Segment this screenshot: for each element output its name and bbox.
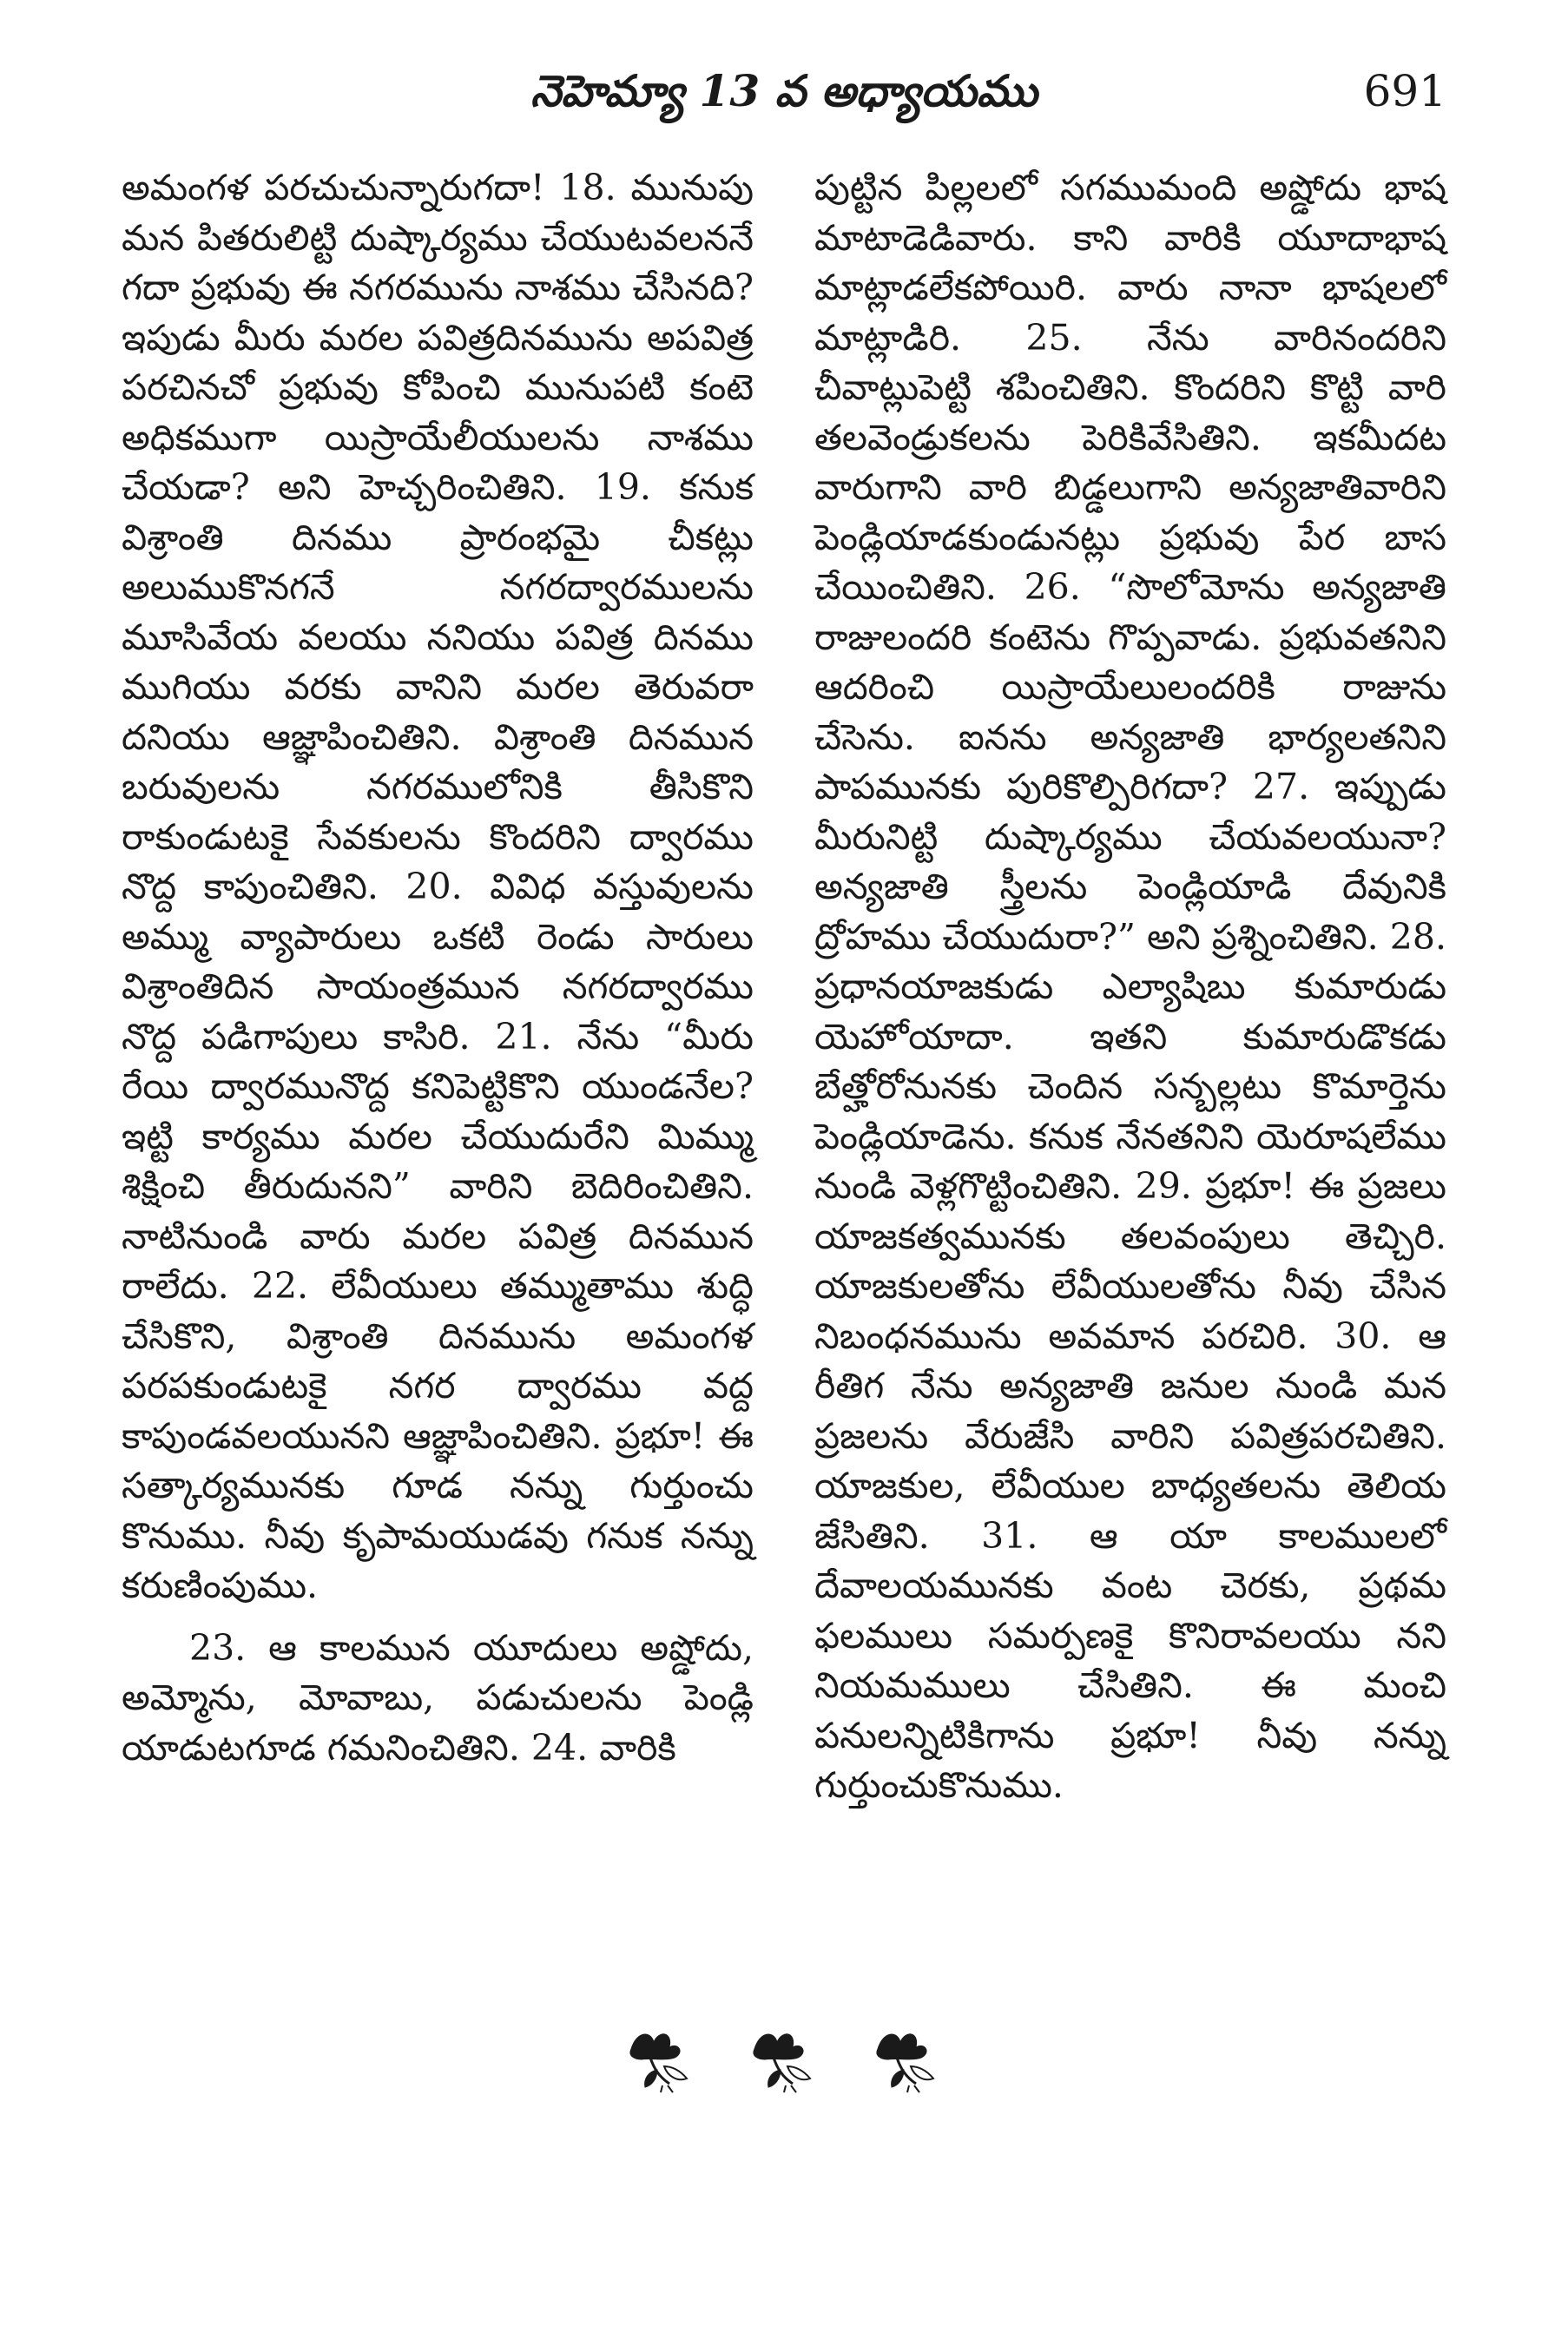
page-number: 691 (1363, 66, 1446, 116)
right-paragraph-1: పుట్టిన పిల్లలలో సగముమంది అష్డోదు భాష మాటాడెడివారు. కాని వారికి యూదాభాష మాట్లాడలేకపోయిరి. వారు నానా భాషలలో మాట్లాడిరి. 25. నేను వారినందరిని చీవాట్లుపెట్టి శపించితిని. కొందరిని కొట్టి వారి తలవెండ్రుకలను పెరికివేసితిని. ఇకమీదట వారుగాని వారి బిడ్డలుగాని అన్యజాతివారిని పెండ్లియాడకుండునట్లు ప్రభువు పేర బాస చేయించితిని. 26. “సొలోమోను అన్యజాతి రాజులందరి కంటెను గొప్పవాడు. ప్రభువతనిని ఆదరించి యిస్రాయేలులందరికి రాజును చేసెను. ఐనను అన్యజాతి భార్యలతనిని పాపమునకు పురికొల్పిరిగదా? 27. ఇప్పుడు మీరునిట్టి దుష్కార్యము చేయవలయునా? అన్యజాతి స్త్రీలను పెండ్లియాడి దేవునికి ద్రోహము చేయుదురా?” అని ప్రశ్నించితిని. 28. ప్రధానయాజకుడు ఎల్యాషిబు కుమారుడు యెహోయాదా. ఇతని కుమారుడొకడు బేత్హోరోనునకు చెందిన సన్బల్లటు కొమార్తెను పెండ్లియాడెను. కనుక నేనతనిని యెరూషలేము నుండి వెళ్లగొట్టించితిని. 29. ప్రభూ! ఈ ప్రజలు యాజకత్వమునకు తలవంపులు తెచ్చిరి. యాజకులతోను లేవీయులతోను నీవు చేసిన నిబంధనమును అవమాన పరచిరి. 30. ఆ రీతిగ నేను అన్యజాతి జనుల నుండి మన ప్రజలను వేరుజేసి వారిని పవిత్రపరచితిని. యాజకుల, లేవీయుల బాధ్యతలను తెలియ జేసితిని. 31. ఆ యా కాలములలో దేవాలయమునకు వంట చెరకు, ప్రథమ ఫలములు సమర్పణకై కొనిరావలయు నని నియమములు చేసితిని. ఈ మంచి పనులన్నిటికిగాను ప్రభూ! నీవు నన్ను గుర్తుంచుకొనుము. (814, 167, 1446, 1806)
right-column (814, 163, 1446, 1811)
text-columns (122, 163, 1446, 1811)
left-paragraph-1: అమంగళ పరచుచున్నారుగదా! 18. మునుపు మన పితరులిట్టి దుష్కార్యము చేయుటవలననే గదా ప్రభువు ఈ నగరమును నాశము చేసినది? ఇపుడు మీరు మరల పవిత్రదినమును అపవిత్ర పరచినచో ప్రభువు కోపించి మునుపటి కంటె అధికముగా యిస్రాయేలీయులను నాశము చేయడా? అని హెచ్చరించితిని. 19. కనుక విశ్రాంతి దినము ప్రారంభమై చీకట్లు అలుముకొనగనే నగరద్వారములను మూసివేయ వలయు ననియు పవిత్ర దినము ముగియు వరకు వానిని మరల తెరువరా దనియు ఆజ్ఞాపించితిని. విశ్రాంతి దినమున బరువులను నగరములోనికి తీసికొని రాకుండుటకై సేవకులను కొందరిని ద్వారము నొద్ద కాపుంచితిని. 20. వివిధ వస్తువులను అమ్ము వ్యాపారులు ఒకటి రెండు సారులు విశ్రాంతిదిన సాయంత్రమున నగరద్వారము నొద్ద పడిగాపులు కాసిరి. 21. నేను “మీరు రేయి ద్వారమునొద్ద కనిపెట్టికొని యుండనేల? ఇట్టి కార్యము మరల చేయుదురేని మిమ్ము శిక్షించి తీరుదునని” వారిని బెదిరించితిని. నాటినుండి వారు మరల పవిత్ర దినమున రాలేదు. 22. లేవీయులు తమ్ముతాము శుద్ధి చేసికొని, విశ్రాంతి దినమును అమంగళ పరపకుండుటకై నగర ద్వారము వద్ద కాపుండవలయునని ఆజ్ఞాపించితిని. ప్రభూ! ఈ సత్కార్యమునకు గూడ నన్ను గుర్తుంచు కొనుము. నీవు కృపామయుడవు గనుక నన్ను కరుణింపుము. (122, 167, 754, 1606)
floral-ornament-icon (871, 2023, 944, 2096)
running-title: నెహెమ్యా 13 వ అధ్యాయము (530, 65, 1038, 116)
left-paragraph-2: 23. ఆ కాలమున యూదులు అష్డోదు, అమ్మోను, మోవాబు, పడుచులను పెండ్లి యాడుటగూడ గమనించితిని. 24. వారికి (122, 1626, 754, 1769)
section-end-ornaments (0, 2023, 1568, 2096)
left-column (122, 163, 754, 1811)
floral-ornament-icon (748, 2023, 820, 2096)
running-header (122, 52, 1446, 130)
floral-ornament-icon (624, 2023, 697, 2096)
